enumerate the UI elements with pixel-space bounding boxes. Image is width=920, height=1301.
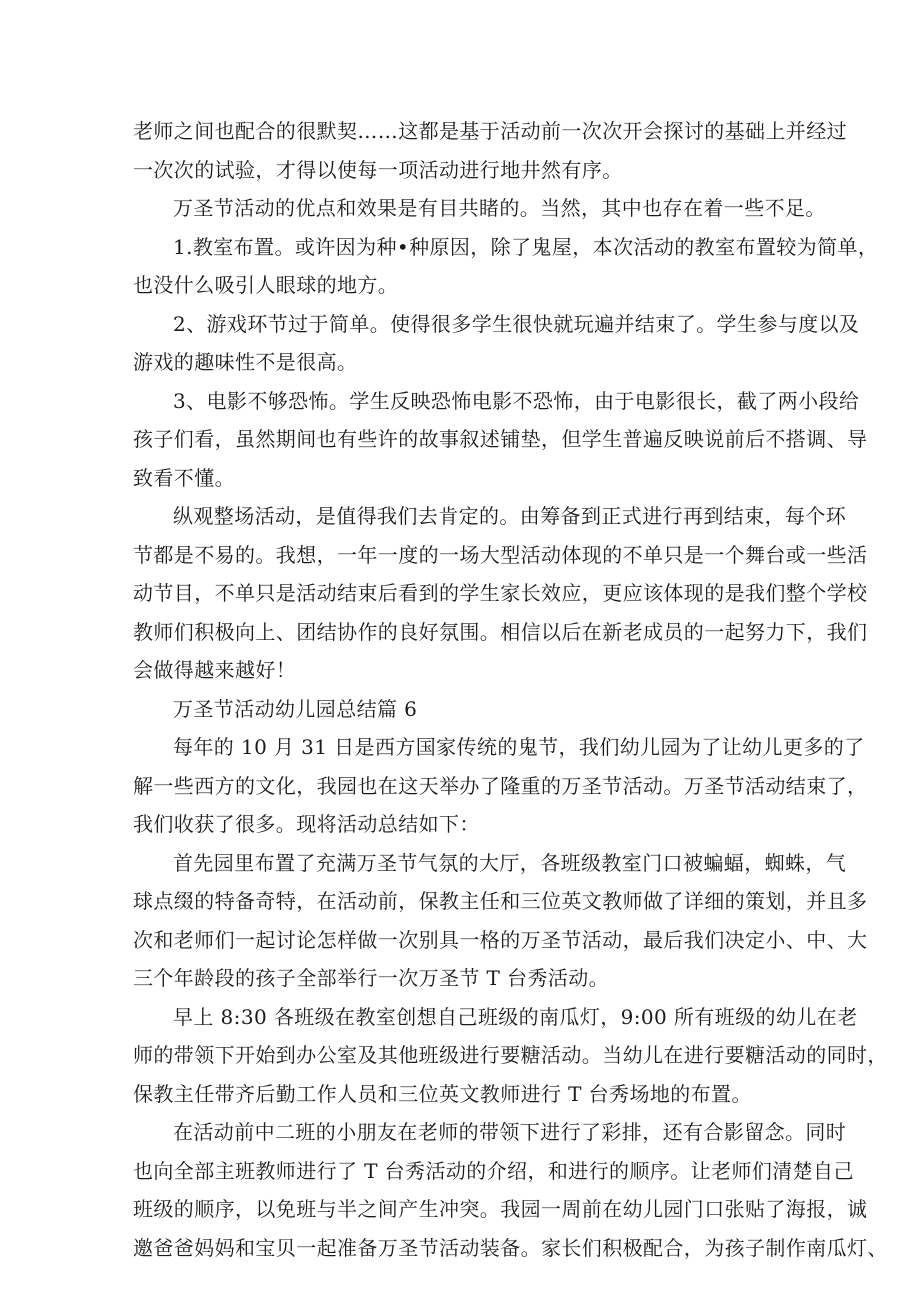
paragraph [133, 382, 868, 498]
text-line: 3、电影不够恐怖。学生反映恐怖电影不恐怖，由于电影很长，截了两小段给 [173, 388, 860, 413]
text-line: 一次次的试验，才得以使每一项活动进行地井然有序。 [133, 157, 623, 182]
paragraph [133, 844, 868, 998]
text-line: 首先园里布置了充满万圣节气氛的大厅，各班级教室门口被蝙蝠，蜘蛛，气 [173, 850, 847, 875]
text-line: 也向全部主班教师进行了 T 台秀活动的介绍，和进行的顺序。让老师们清楚自己 [133, 1158, 854, 1183]
text-line: 游戏的趣味性不是很高。 [133, 350, 358, 374]
text-line: 早上 8:30 各班级在教室创想自己班级的南瓜灯，9:00 所有班级的幼儿在老 [173, 1004, 858, 1029]
text-line: 致看不懂。 [133, 465, 235, 490]
text-line: 在活动前中二班的小朋友在老师的带领下进行了彩排，还有合影留念。同时 [173, 1120, 847, 1144]
text-line: 会做得越来越好！ [133, 658, 297, 682]
paragraph [133, 1113, 888, 1267]
text-line: 也没什么吸引人眼球的地方。 [133, 273, 399, 297]
text-line: 班级的顺序，以免班与半之间产生冲突。我园一周前在幼儿园门口张贴了海报，诚 [133, 1197, 868, 1221]
paragraph [133, 189, 826, 228]
text-line: 三个年龄段的孩子全部举行一次万圣节 T 台秀活动。 [133, 966, 610, 990]
text-line: 万圣节活动的优点和效果是有目共睹的。当然，其中也存在着一些不足。 [173, 196, 826, 220]
text-line: 次和老师们一起讨论怎样做一次别具一格的万圣节活动，最后我们决定小、中、大 [133, 927, 868, 952]
text-line: 球点缀的特备奇特，在活动前，保教主任和三位英文教师做了详细的策划，并且多 [133, 889, 868, 913]
paragraph [133, 305, 860, 382]
text-line: 师的带领下开始到办公室及其他班级进行要糖活动。当幼儿在进行要糖活动的同时， [133, 1043, 888, 1067]
section-heading [133, 690, 793, 729]
paragraph [133, 228, 879, 305]
text-line: 老师之间也配合的很默契……这都是基于活动前一次次开会探讨的基础上并经过 [133, 119, 847, 143]
document-page [133, 112, 888, 1267]
paragraph [133, 112, 847, 189]
text-line: 节都是不易的。我想，一年一度的一场大型活动体现的不单只是一个舞台或一些活 [133, 542, 868, 567]
text-line: 邀爸爸妈妈和宝贝一起准备万圣节活动装备。家长们积极配合，为孩子制作南瓜灯、 [133, 1235, 888, 1260]
text-line: 保教主任带齐后勤工作人员和三位英文教师进行 T 台秀场地的布置。 [133, 1081, 752, 1106]
text-line: 2、游戏环节过于简单。使得很多学生很快就玩遍并结束了。学生参与度以及 [173, 311, 860, 336]
text-line: 纵观整场活动，是值得我们去肯定的。由筹备到正式进行再到结束，每个环 [173, 504, 847, 528]
paragraph [133, 998, 888, 1114]
text-line: 教师们积极向上、团结协作的良好氛围。相信以后在新老成员的一起努力下，我们 [133, 619, 868, 644]
text-line: 动节目，不单只是活动结束后看到的学生家长效应，更应该体现的是我们整个学校 [133, 581, 868, 605]
text-line: 1.教室布置。或许因为种•种原因，除了鬼屋，本次活动的教室布置较为简单， [173, 234, 879, 259]
paragraph [133, 728, 868, 844]
text-line: 孩子们看，虽然期间也有些许的故事叙述铺垫，但学生普遍反映说前后不搭调、导 [133, 427, 868, 451]
text-line: 我们收获了很多。现将活动总结如下： [133, 812, 480, 836]
paragraph [133, 497, 868, 690]
text-line: 解一些西方的文化，我园也在这天举办了隆重的万圣节活动。万圣节活动结束了， [133, 773, 868, 798]
text-line: 万圣节活动幼儿园总结篇 6 [173, 696, 418, 721]
text-line: 每年的 10 月 31 日是西方国家传统的鬼节，我们幼儿园为了让幼儿更多的了 [173, 735, 865, 759]
